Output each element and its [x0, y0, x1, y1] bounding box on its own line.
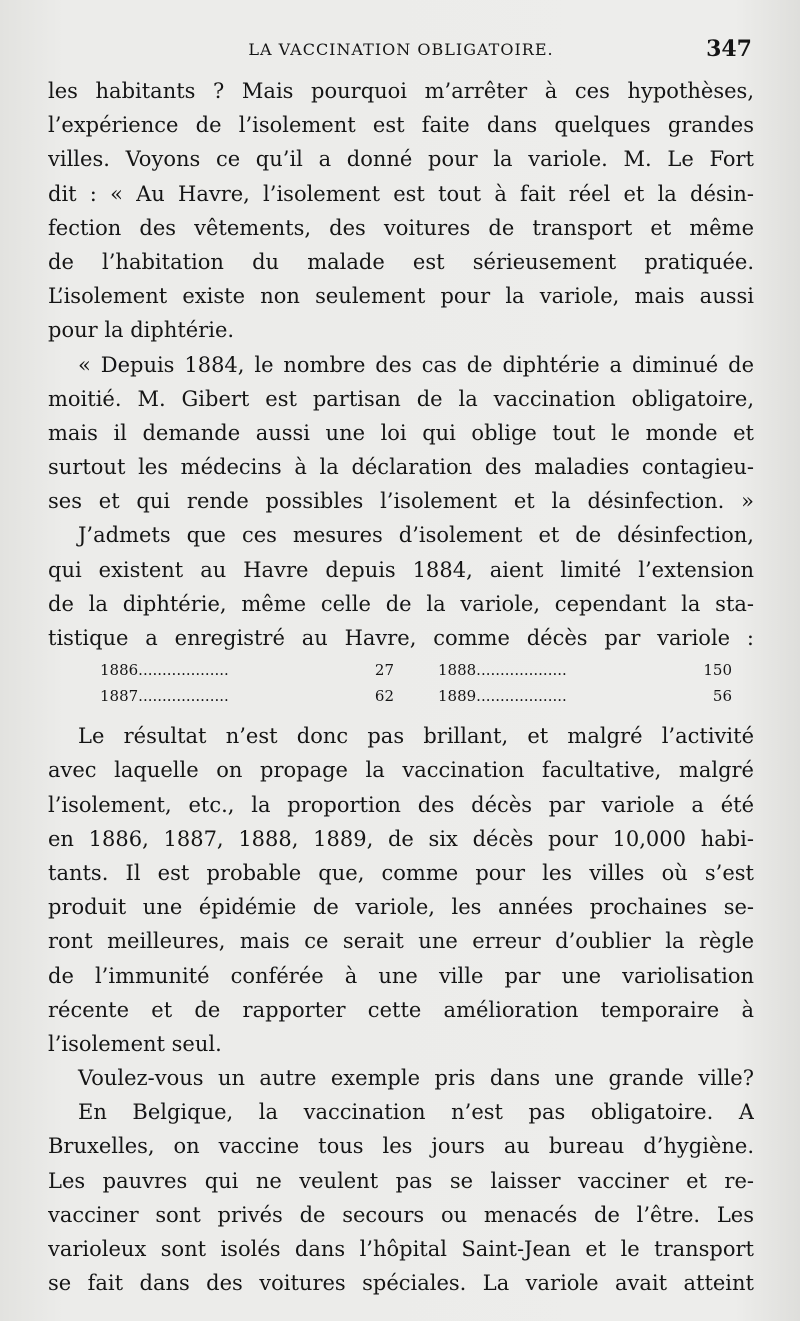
stat-deaths: 62 — [374, 687, 394, 706]
text-line: avec laquelle on propage la vaccination facultative, malgré — [48, 758, 754, 783]
death-statistics-table — [48, 655, 754, 719]
running-title: LA VACCINATION OBLIGATOIRE. — [248, 40, 554, 59]
text-line: qui existent au Havre depuis 1884, aient limité l’extension — [48, 557, 754, 582]
stat-year: 1889................... — [438, 687, 567, 706]
text-line: L’isolement existe non seulement pour la variole, mais aussi — [48, 284, 754, 309]
text-line: de l’immunité conférée à une ville par une variolisation — [48, 963, 754, 988]
text-line: Bruxelles, on vaccine tous les jours au bureau d’hygiène. — [48, 1134, 754, 1159]
text-line: vacciner sont privés de secours ou menacés de l’être. Les — [48, 1202, 754, 1227]
stat-year: 1886................... — [100, 661, 229, 680]
stat-entry — [438, 683, 738, 709]
text-line: ses et qui rende possibles l’isolement et la désinfection. » — [48, 489, 754, 514]
text-line: produit une épidémie de variole, les années prochaines se- — [48, 895, 754, 920]
text-line: dit : « Au Havre, l’isolement est tout à fait réel et la désin- — [48, 181, 754, 206]
stat-deaths: 150 — [703, 661, 732, 680]
stat-entry — [100, 657, 400, 683]
text-line: varioleux sont isolés dans l’hôpital Saint-Jean et le transport — [48, 1237, 754, 1261]
text-line: l’isolement seul. — [48, 1031, 222, 1056]
text-line: En Belgique, la vaccination n’est pas obligatoire. A — [78, 1100, 754, 1125]
text-line: « Depuis 1884, le nombre des cas de diphtérie a diminué de — [78, 352, 754, 377]
stat-deaths: 27 — [374, 661, 394, 680]
stat-row — [48, 657, 754, 683]
text-line: les habitants ? Mais pourquoi m’arrêter à ces hypothèses, — [48, 79, 754, 103]
stat-entry — [438, 657, 738, 683]
text-line: de l’habitation du malade est sérieusement pratiquée. — [48, 249, 754, 274]
running-head — [48, 36, 754, 66]
stat-row — [48, 683, 754, 709]
text-line: l’expérience de l’isolement est faite dans quelques grandes — [48, 113, 754, 138]
stat-deaths: 56 — [712, 687, 732, 706]
text-line: surtout les médecins à la déclaration des maladies contagieu- — [48, 455, 754, 480]
text-line: de la diphtérie, même celle de la variole, cependant la sta- — [48, 591, 754, 616]
text-line: pour la diphtérie. — [48, 318, 235, 343]
text-line: en 1886, 1887, 1888, 1889, de six décès pour 10,000 habi- — [48, 826, 754, 851]
text-line: J’admets que ces mesures d’isolement et de désinfection, — [78, 523, 754, 548]
text-line: se fait dans des voitures spéciales. La variole avait atteint — [48, 1271, 754, 1296]
text-line: récente et de rapporter cette amélioration temporaire à — [48, 997, 754, 1022]
body-text — [48, 74, 754, 1300]
text-line: fection des vêtements, des voitures de transport et même — [48, 215, 754, 240]
text-line: mais il demande aussi une loi qui oblige tout le monde et — [48, 420, 754, 445]
text-line: ront meilleures, mais ce serait une erreur d’oublier la règle — [48, 929, 754, 954]
text-line: tants. Il est probable que, comme pour les villes où s’est — [48, 860, 754, 885]
stat-entry — [100, 683, 400, 709]
stat-year: 1887................... — [100, 687, 229, 706]
text-line: Le résultat n’est donc pas brillant, et malgré l’activité — [78, 724, 754, 749]
text-line: villes. Voyons ce qu’il a donné pour la variole. M. Le Fort — [48, 147, 754, 172]
text-line: l’isolement, etc., la proportion des décès par variole a été — [48, 792, 754, 817]
text-line: Les pauvres qui ne veulent pas se laisser vacciner et re- — [48, 1168, 754, 1193]
text-line: Voulez-vous un autre exemple pris dans une grande ville? — [78, 1066, 754, 1091]
text-line: tistique a enregistré au Havre, comme décès par variole : — [48, 626, 754, 650]
page-number: 347 — [706, 36, 752, 62]
text-line: moitié. M. Gibert est partisan de la vaccination obligatoire, — [48, 386, 754, 411]
stat-year: 1888................... — [438, 661, 567, 680]
